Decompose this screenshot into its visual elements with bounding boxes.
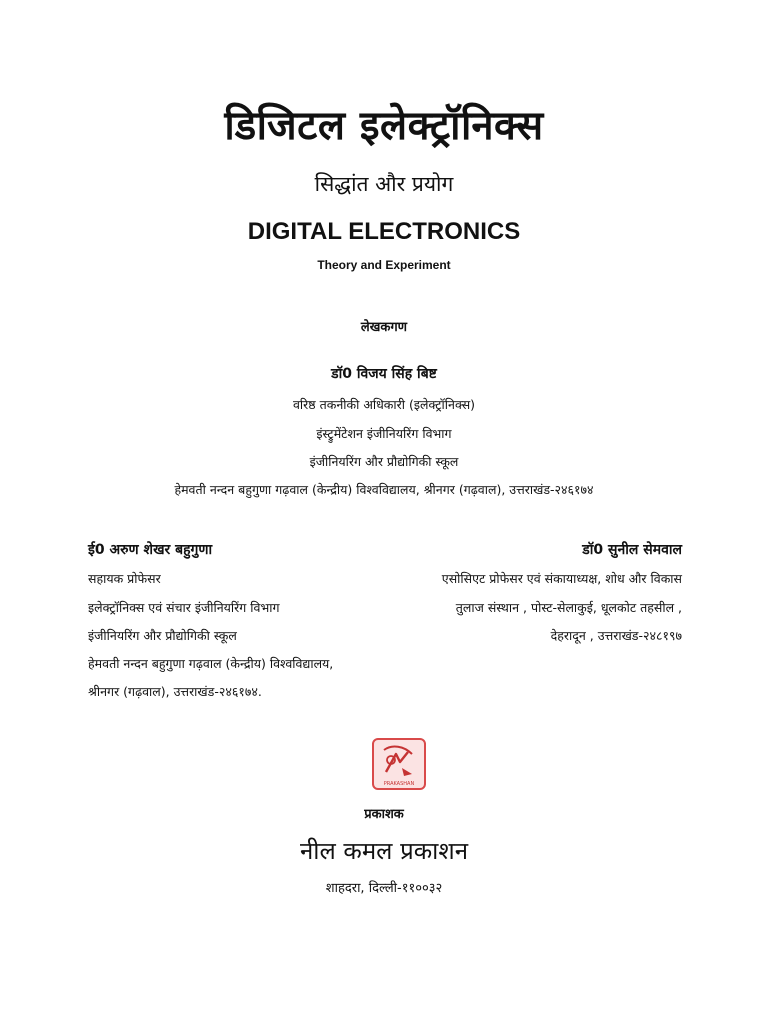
author-right-name: डॉ0 सुनील सेमवाल — [582, 542, 682, 558]
publisher-logo — [372, 738, 426, 790]
author-left-line: सहायक प्रोफेसर — [88, 571, 161, 586]
author-left-block — [88, 540, 333, 711]
publisher-logo-text: PRAKASHAN — [383, 781, 415, 787]
authors-heading: लेखकगण — [360, 320, 408, 335]
author-left-line: श्रीनगर (गढ़वाल), उत्तराखंड-२४६१७४. — [88, 684, 262, 699]
lead-author-department: इंस्ट्रुमेंटेशन इंजीनियरिंग विभाग — [316, 426, 452, 441]
lead-author-school: इंजीनियरिंग और प्रौद्योगिकी स्कूल — [309, 454, 459, 469]
book-subtitle-english: Theory and Experiment — [317, 258, 451, 272]
publisher-address: शाहदरा, दिल्ली-११००३२ — [325, 881, 443, 896]
author-right-block — [442, 540, 682, 655]
author-left-line: हेमवती नन्दन बहुगुणा गढ़वाल (केन्द्रीय) विश्वविद्यालय, — [88, 656, 334, 671]
lead-author-university: हेमवती नन्दन बहुगुणा गढ़वाल (केन्द्रीय) विश्वविद्यालय, श्रीनगर (गढ़वाल), उत्तराखंड-२४६१७४ — [174, 482, 594, 497]
book-title-english: DIGITAL ELECTRONICS — [247, 218, 521, 245]
author-left-line: इलेक्ट्रॉनिक्स एवं संचार इंजीनियरिंग विभाग — [88, 600, 280, 615]
book-title-hindi: डिजिटल इलेक्ट्रॉनिक्स — [224, 103, 544, 149]
author-right-line: एसोसिएट प्रोफेसर एवं संकायाध्यक्ष, शोध और विकास — [441, 571, 682, 586]
lead-author-name: डॉ0 विजय सिंह बिष्ट — [331, 366, 437, 382]
lead-author-designation: वरिष्ठ तकनीकी अधिकारी (इलेक्ट्रॉनिक्स) — [292, 397, 476, 412]
publisher-logo-icon — [374, 740, 424, 788]
author-left-name: ई0 अरुण शेखर बहुगुणा — [88, 542, 213, 558]
author-right-line: तुलाज संस्थान , पोस्ट-सेलाकुई, धूलकोट तहसील , — [455, 600, 682, 615]
publisher-name: नील कमल प्रकाशन — [299, 837, 469, 865]
book-subtitle-hindi: सिद्धांत और प्रयोग — [314, 172, 454, 196]
publisher-label: प्रकाशक — [364, 807, 404, 822]
author-right-line: देहरादून , उत्तराखंड-२४८१९७ — [550, 628, 682, 643]
author-left-line: इंजीनियरिंग और प्रौद्योगिकी स्कूल — [88, 628, 237, 643]
